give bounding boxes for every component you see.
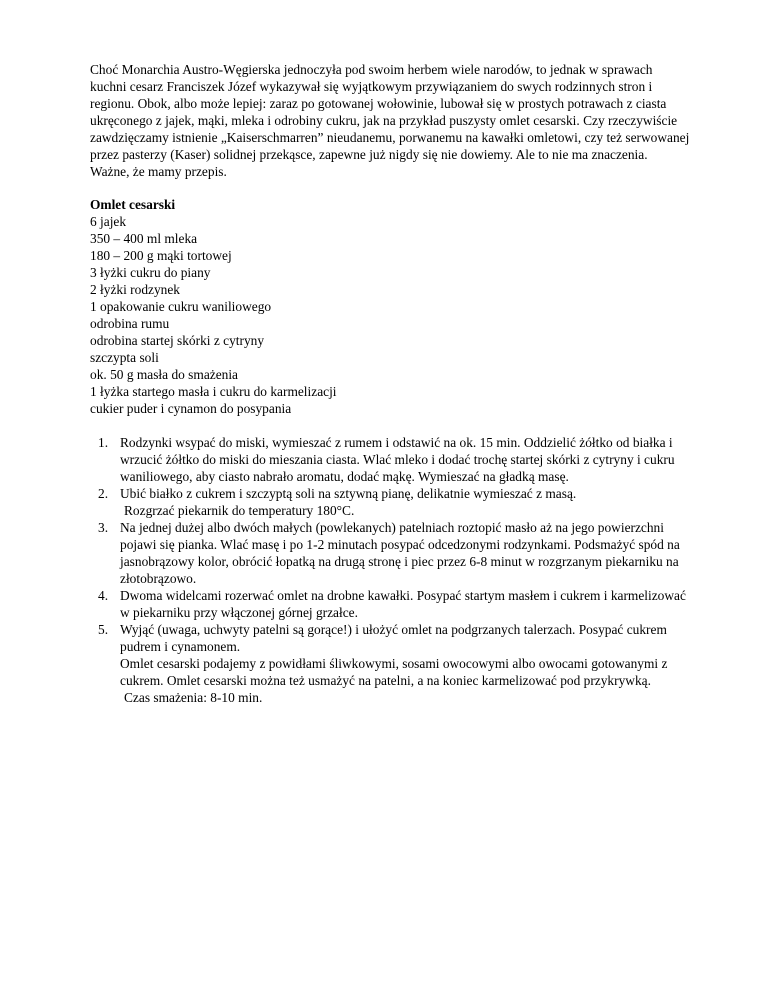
step-item [90, 434, 690, 485]
steps-list [90, 434, 690, 706]
step-number: 5. [98, 622, 109, 637]
step-number: 1. [98, 435, 109, 450]
step-number: 2. [98, 486, 109, 501]
ingredient-item: 350 – 400 ml mleka [90, 231, 198, 246]
ingredient-item: odrobina rumu [90, 316, 170, 331]
ingredient-item: 1 łyżka startego masła i cukru do karmelizacji [90, 384, 337, 399]
step-number: 4. [98, 588, 109, 603]
step-text: Na jednej dużej albo dwóch małych (powlekanych) patelniach roztopić masło aż na jego powierzchni pojawi się pianka. Wlać masę i po 1-2 minutach posypać odcedzonymi rodzynkami. Podsmażyć spód na jasnobrązowy kolor, obrócić łopatką na drugą stronę i piec przez 6-8 minut w rozgrzanym piekarniku na złotobrązowo. [120, 520, 680, 586]
oven-note: Rozgrzać piekarnik do temperatury 180°C. [124, 503, 355, 518]
serving-note: Omlet cesarski podajemy z powidłami śliwkowymi, sosami owocowymi albo owocami gotowanymi z cukrem. Omlet cesarski można też usmażyć na patelni, a na koniec karmelizować pod przykrywką. [120, 656, 668, 688]
ingredient-item: 1 opakowanie cukru waniliowego [90, 299, 272, 314]
document-page [90, 61, 690, 706]
step-text: Dwoma widelcami rozerwać omlet na drobne kawałki. Posypać startym masłem i cukrem i karmelizować w piekarniku przy włączonej górnej grzałce. [120, 588, 686, 620]
intro-paragraph: Choć Monarchia Austro-Węgierska jednoczyła pod swoim herbem wiele narodów, to jednak w sprawach kuchni cesarz Franciszek Józef wykazywał się wyjątkowym przywiązaniem do swych rodzinnych stron i regionu. Obok, albo może lepiej: zaraz po gotowanej wołowinie, lubował się w prostych potrawach z ciasta ukręconego z jajek, mąki, mleka i odrobiny cukru, jak na przykład puszysty omlet cesarski. Czy rzeczywiście zawdzięczamy istnienie „Kaiserschmarren” nieudanemu, porwanemu na kawałki omletowi, czy też serwowanej przez pasterzy (Kaser) solidnej przekąsce, zapewne już nigdy się nie dowiemy. Ale to nie ma znaczenia. Ważne, że mamy przepis. [90, 62, 690, 179]
ingredient-item: 6 jajek [90, 214, 127, 229]
recipe-title: Omlet cesarski [90, 197, 176, 212]
step-item [90, 519, 690, 587]
step-text: Wyjąć (uwaga, uchwyty patelni są gorące!) i ułożyć omlet na podgrzanych talerzach. Posypać cukrem pudrem i cynamonem. [120, 622, 667, 654]
step-number: 3. [98, 520, 109, 535]
frying-time: Czas smażenia: 8-10 min. [124, 690, 263, 705]
step-text: Ubić białko z cukrem i szczyptą soli na sztywną pianę, delikatnie wymieszać z masą. [120, 486, 577, 501]
step-text: Rodzynki wsypać do miski, wymieszać z rumem i odstawić na ok. 15 min. Oddzielić żółtko od białka i wrzucić żółtko do miski do mieszania ciasta. Wlać mleko i dodać trochę startej skórki z cytryny i cukru waniliowego, aby ciasto nabrało aromatu, dodać mąkę. Wymieszać na gładką masę. [120, 435, 675, 484]
ingredient-item: 2 łyżki rodzynek [90, 282, 180, 297]
step-item [90, 485, 690, 502]
ingredient-item: ok. 50 g masła do smażenia [90, 367, 239, 382]
ingredient-item: cukier puder i cynamon do posypania [90, 401, 292, 416]
ingredient-item: szczypta soli [90, 350, 159, 365]
ingredient-item: odrobina startej skórki z cytryny [90, 333, 265, 348]
ingredient-item: 3 łyżki cukru do piany [90, 265, 211, 280]
step-item [90, 621, 690, 655]
ingredient-item: 180 – 200 g mąki tortowej [90, 248, 232, 263]
step-item [90, 587, 690, 621]
ingredients-list [90, 213, 690, 417]
